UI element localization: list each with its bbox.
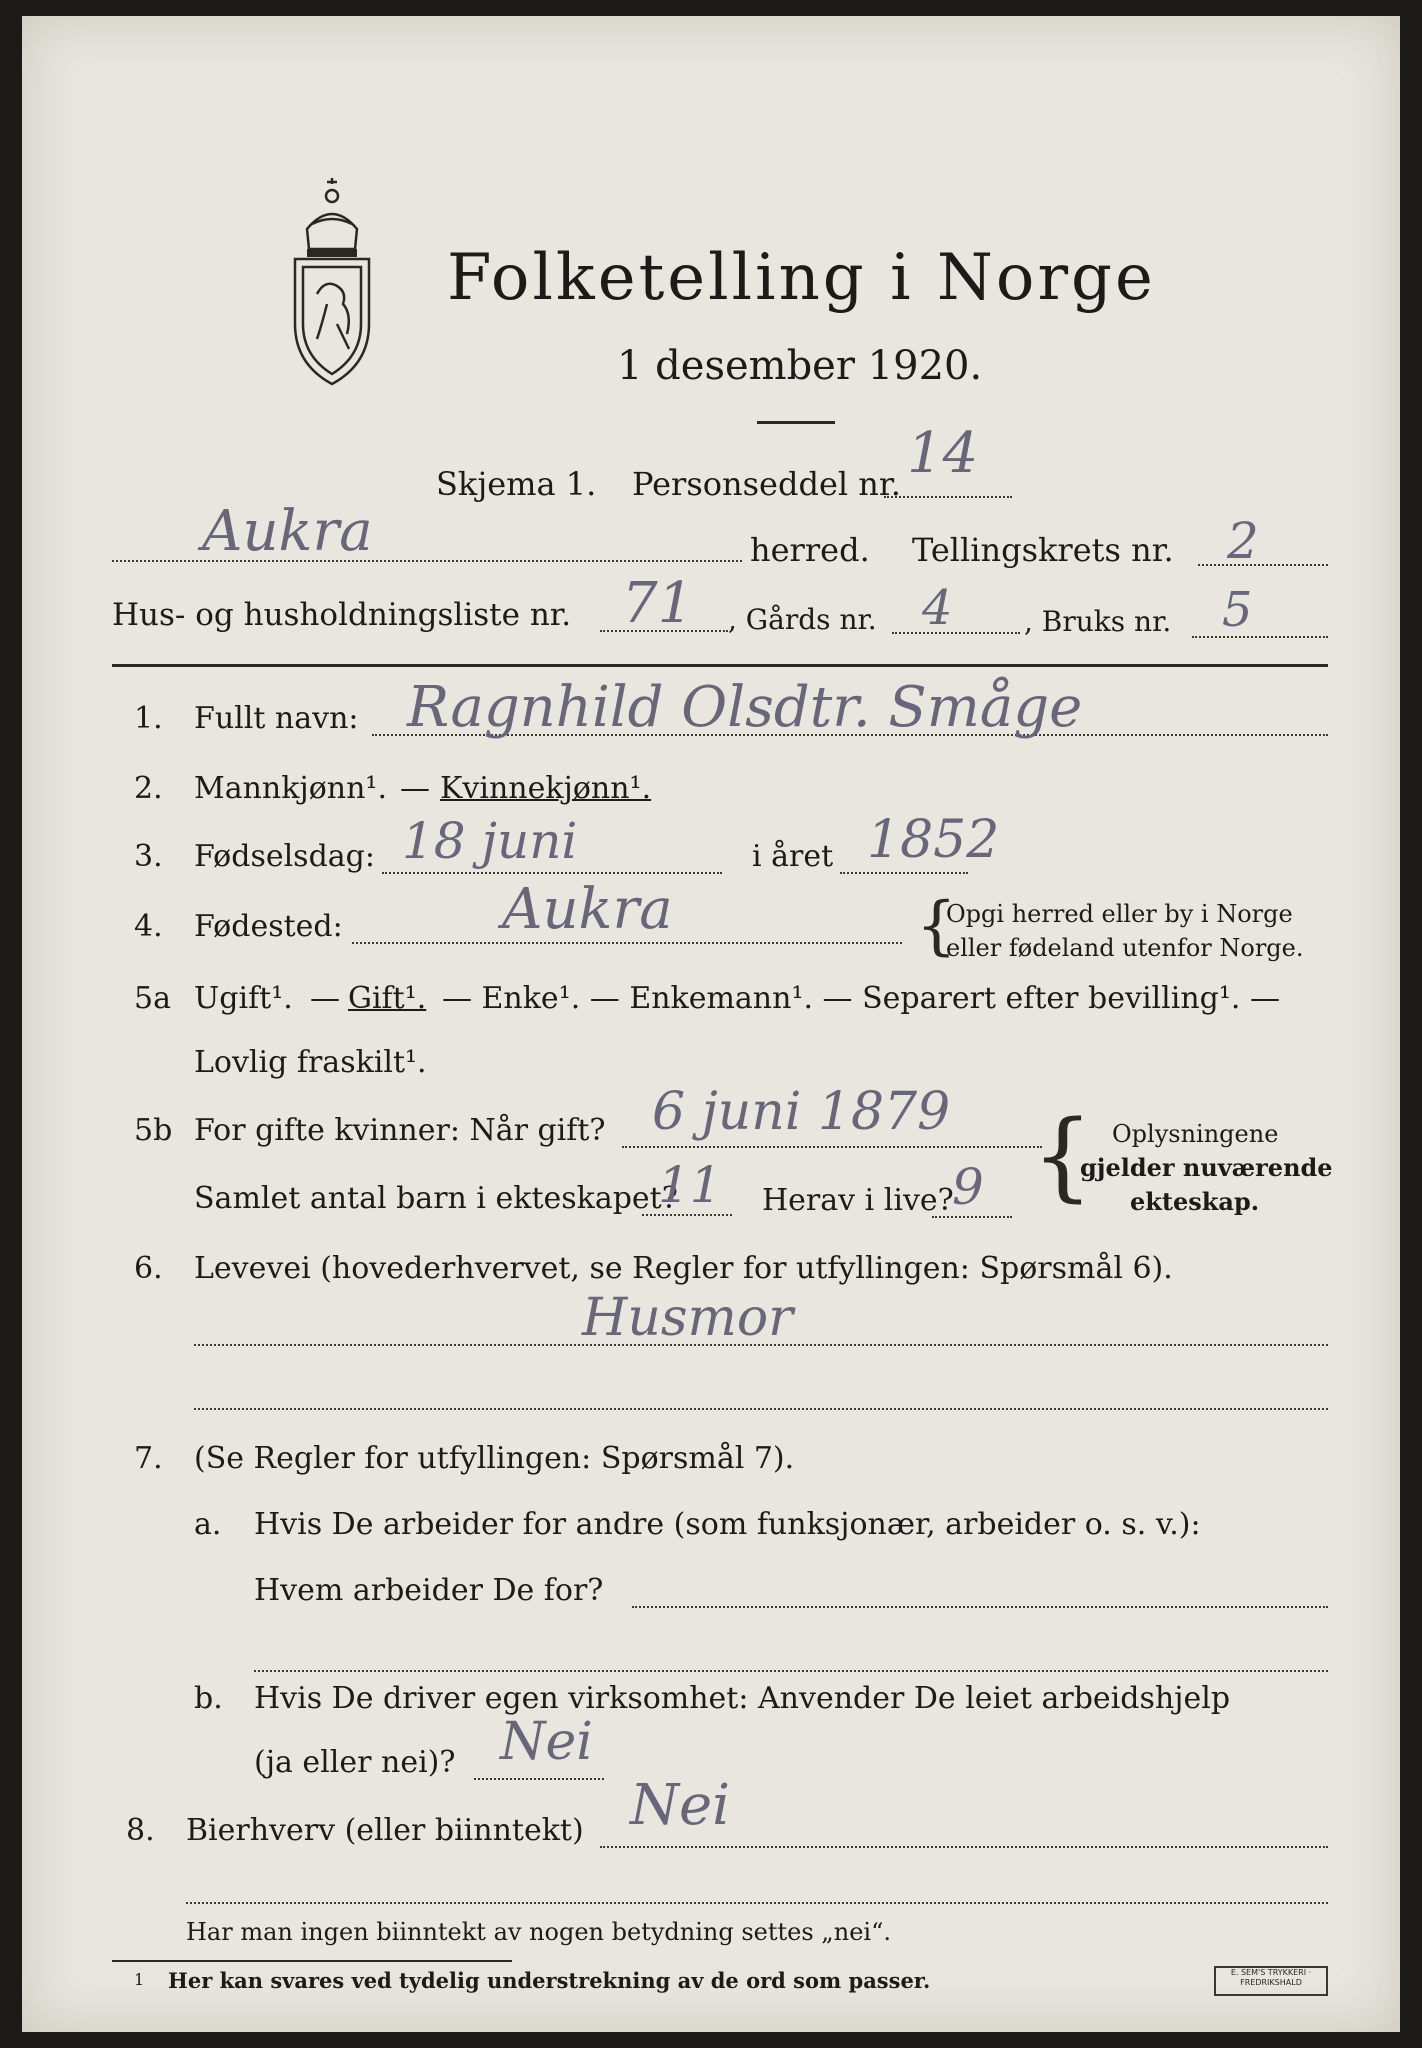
personseddel-label: Personseddel nr. [632,465,901,503]
bruks-label: , Bruks nr. [1024,605,1172,638]
q6-number: 6. [134,1251,163,1286]
q3-label: Fødselsdag: [194,839,375,874]
biinntekt-note: Har man ingen biinntekt av nogen betydning settes „nei“. [186,1918,891,1946]
q5a-number: 5a [134,981,171,1016]
q7b-text: Hvis De driver egen virksomhet: Anvender De leiet arbeidshjelp [254,1681,1231,1716]
header-rule [112,664,1328,667]
q1-label: Fullt navn: [194,701,359,736]
printer-stamp-text: E. SEM'S TRYKKERI · FREDRIKSHALD [1230,1968,1312,1987]
tellingskrets-value: 2 [1227,512,1259,570]
gards-label: , Gårds nr. [728,603,877,636]
q7b-question: (ja eller nei)? [254,1745,456,1780]
q5b-alive-value: 9 [952,1158,984,1216]
q3-year-value: 1852 [867,810,1000,870]
q3-year-field-line [840,872,968,874]
bruks-field-line [1192,636,1328,638]
q7b-value: Nei [500,1712,593,1772]
q7a-number: a. [194,1507,222,1542]
q8-value: Nei [630,1773,731,1838]
q7b-number: b. [194,1681,223,1716]
q1-number: 1. [134,701,163,736]
q7a-field-line-1 [632,1606,1328,1608]
gards-value: 4 [922,580,953,636]
herred-label: herred. [750,531,870,569]
q8-field-line-1 [600,1846,1328,1848]
tellingskrets-field-line [1198,564,1328,566]
personseddel-field-line [884,496,1012,498]
bruks-value: 5 [1222,582,1253,638]
q7a-question: Hvem arbeider De for? [254,1573,604,1608]
tellingskrets-label: Tellingskrets nr. [912,531,1174,569]
footnote-mark: 1 [134,1970,145,1989]
q4-number: 4. [134,909,163,944]
herred-value: Aukra [202,499,373,564]
q6-value: Husmor [582,1288,793,1348]
q8-number: 8. [126,1813,155,1848]
gards-field-line [892,632,1020,634]
q7-number: 7. [134,1441,163,1476]
q6-label: Levevei (hovederhvervet, se Regler for utfyllingen: Spørsmål 6). [194,1251,1173,1286]
q8-label: Bierhverv (eller biinntekt) [186,1813,584,1848]
q4-label: Fødested: [194,909,343,944]
q5a-fraskilt: Lovlig fraskilt¹. [194,1045,427,1080]
q5b-children-value: 11 [658,1156,722,1214]
q8-field-line-2 [186,1902,1328,1904]
q5b-alive-field-line [932,1216,1012,1218]
q5b-number: 5b [134,1113,173,1148]
q7b-field-line [474,1778,604,1780]
q3-field-line [382,872,722,874]
title-divider [757,421,835,424]
q4-note-line2: eller fødeland utenfor Norge. [946,934,1304,962]
q5b-children-label: Samlet antal barn i ekteskapet? [194,1181,678,1216]
schema-label: Skjema 1. [436,465,597,503]
q5b-alive-label: Herav i live? [762,1183,954,1218]
q4-note-brace: { [916,889,957,963]
q6-field-line-2 [194,1408,1328,1410]
q5b-label: For gifte kvinner: Når gift? [194,1113,606,1148]
q3-number: 3. [134,839,163,874]
q5b-value: 6 juni 1879 [652,1082,951,1142]
q5a-dash: — [310,981,340,1016]
hus-value: 71 [622,571,694,636]
q5a-other-options: — Enke¹. — Enkemann¹. — Separert efter bevilling¹. — [442,981,1280,1016]
q2-female-underlined: Kvinnekjønn¹. [440,771,652,806]
census-date: 1 desember 1920. [617,343,983,389]
q4-field-line [352,942,902,944]
q5b-field-line [622,1146,1042,1148]
q4-value: Aukra [502,877,673,942]
q5b-note-line1: Oplysningene [1112,1120,1279,1148]
q3-year-label: i året [752,839,834,874]
form-title: Folketelling i Norge [447,241,1156,315]
q5a-ugift: Ugift¹. [194,981,293,1016]
q2-number: 2. [134,771,163,806]
q5b-note-line2: gjelder nuværende [1080,1153,1333,1182]
q3-value: 18 juni [402,812,578,870]
hus-label: Hus- og husholdningsliste nr. [112,597,572,633]
q7a-text: Hvis De arbeider for andre (som funksjonær, arbeider o. s. v.): [254,1507,1201,1542]
personseddel-value: 14 [907,421,979,486]
coat-of-arms-icon [277,174,387,389]
footnote-text: Her kan svares ved tydelig understrekning av de ord som passer. [168,1968,931,1993]
footnote-rule [112,1960,512,1962]
q4-note-line1: Opgi herred eller by i Norge [946,900,1293,928]
q2-male: Mannkjønn¹. [194,771,387,806]
q5b-note-brace: { [1032,1100,1094,1212]
q5a-gift-underlined: Gift¹. [348,981,427,1016]
q5b-note-line3: ekteskap. [1130,1187,1260,1216]
q2-dash: — [400,771,430,806]
q7a-field-line-2 [254,1670,1328,1672]
census-form-sheet [22,16,1400,2032]
printer-stamp [1214,1966,1328,1996]
q1-value: Ragnhild Olsdtr. Småge [407,675,1083,740]
q7-label: (Se Regler for utfyllingen: Spørsmål 7). [194,1441,795,1476]
q5b-children-field-line [642,1214,732,1216]
